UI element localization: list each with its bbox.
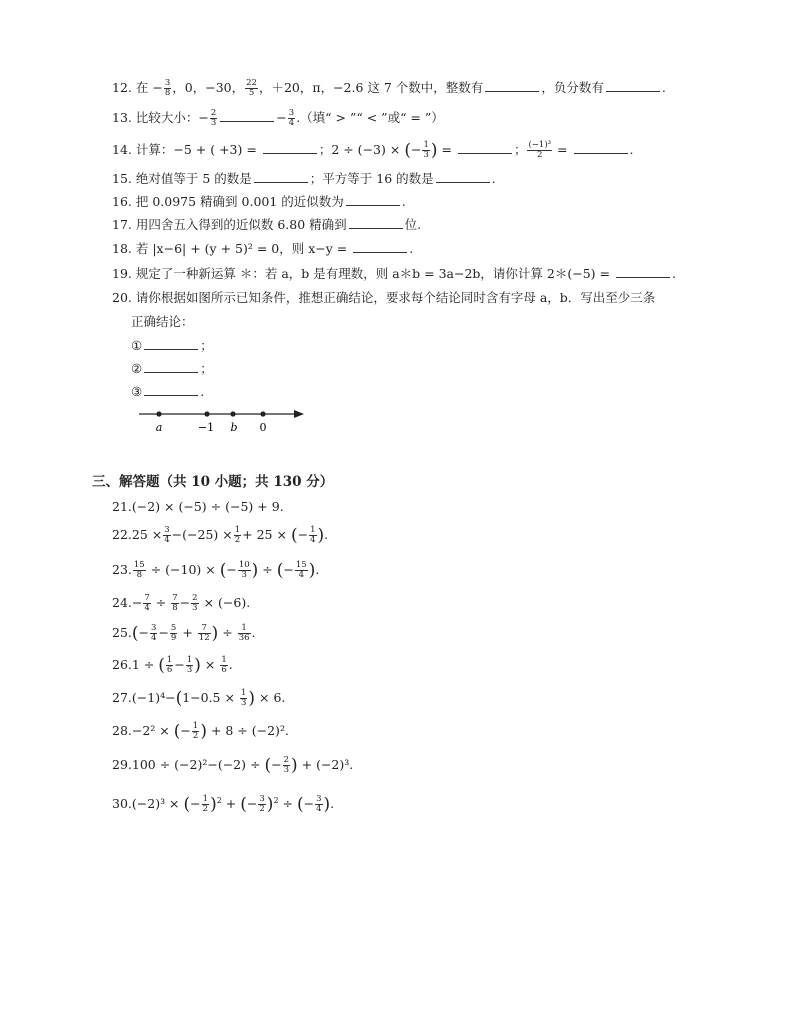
answer-blank[interactable]	[353, 240, 407, 253]
point-neg1	[204, 411, 209, 416]
fraction: $\frac{1}{6}$	[221, 655, 227, 675]
problem-23: 23. $\frac{15}{8}$ ÷ (−10) × (− $\frac{10}{3}$ ) ÷ (− $\frac{15}{4}$ ).	[112, 560, 320, 581]
fraction: $\frac{3}{2}$	[259, 794, 265, 815]
fraction: $\frac{3}{4}$	[316, 794, 322, 815]
problem-26: 26.1 ÷ ( $\frac{1}{6}$ − $\frac{1}{3}$ ) × $\frac{1}{6}$ .	[112, 655, 233, 676]
section-title: 三、解答题（共 10 小题；共 130 分）	[92, 474, 334, 490]
question-19: 19. 规定了一种新运算 ＊：若 a，b 是有理数，则 a＊b = 3a−2b，请你计算 2＊(−5) = .	[112, 266, 676, 281]
question-number: 25.	[112, 625, 132, 640]
fraction: $\frac{2}{3}$	[210, 108, 217, 128]
point-b	[230, 411, 235, 416]
question-15: 15. 绝对值等于 5 的数是 ；平方等于 16 的数是 .	[112, 171, 496, 186]
fraction: $\frac{\text{(−1)³}}{2}$	[528, 140, 552, 160]
question-number: 17.	[112, 217, 132, 232]
answer-blank[interactable]	[144, 337, 198, 350]
answer-blank[interactable]	[349, 216, 403, 229]
answer-blank[interactable]	[263, 141, 317, 154]
question-number: 18.	[112, 241, 132, 256]
question-number: 12.	[112, 80, 132, 95]
fraction: $\frac{3}{4}$	[164, 525, 170, 545]
conclusion-1: ① ；	[131, 338, 213, 353]
answer-blank[interactable]	[616, 265, 670, 278]
label-neg1: −1	[197, 421, 215, 434]
answer-blank[interactable]	[574, 141, 628, 154]
question-20: 20. 请你根据如图所示已知条件，推想正确结论，要求每个结论同时含有字母 a，b．写出至少三条	[112, 290, 656, 305]
question-17: 17. 用四舍五入得到的近似数 6.80 精确到 位.	[112, 217, 422, 232]
question-number: 22.	[112, 527, 132, 542]
question-number: 23.	[112, 562, 132, 577]
fraction: $\frac{15}{8}$	[133, 560, 145, 580]
fraction: $\frac{10}{3}$	[238, 560, 250, 580]
conclusion-2: ② ；	[131, 361, 213, 376]
question-16: 16. 把 0.0975 精确到 0.001 的近似数为 .	[112, 194, 406, 209]
question-number: 29.	[112, 757, 132, 772]
fraction: $\frac{1}{3}$	[423, 140, 429, 160]
fraction: $\frac{1}{2}$	[202, 794, 209, 815]
question-number: 19.	[112, 266, 132, 281]
answer-blank[interactable]	[458, 141, 512, 154]
fraction: $\frac{1}{2}$	[234, 525, 241, 545]
problem-24: 24.− $\frac{7}{4}$ ÷ $\frac{7}{8}$ − $\frac{2}{3}$ × (−6).	[112, 593, 251, 613]
fraction: $\frac{7}{4}$	[144, 593, 150, 613]
conclusion-3: ③ .	[131, 384, 205, 399]
fraction: $\frac{1}{3}$	[240, 688, 247, 708]
question-12: 12. 在 − $\frac{3}{8}$ ，0，−30， $\frac{22}{5}$ ，＋20，π，−2.6 这 7 个数中，整数有 ，负分数有 .	[112, 78, 666, 98]
question-number: 21.	[112, 499, 132, 514]
answer-blank[interactable]	[220, 109, 274, 122]
label-a: a	[155, 421, 163, 434]
question-18: 18. 若 |x−6| + (y + 5)² = 0，则 x−y = .	[112, 241, 414, 256]
problem-28: 28.−2² × (− $\frac{1}{2}$ ) + 8 ÷ (−2)².	[112, 721, 289, 742]
fraction: $\frac{5}{9}$	[170, 623, 177, 643]
fraction: $\frac{1}{6}$	[166, 655, 173, 675]
fraction: $\frac{3}{8}$	[164, 78, 171, 98]
label-b: b	[230, 421, 238, 434]
question-number: 24.	[112, 595, 132, 610]
problem-22: 22.25 × $\frac{3}{4}$ −(−25) × $\frac{1}{2}$ + 25 × (− $\frac{1}{4}$ ).	[112, 525, 329, 546]
question-number: 15.	[112, 171, 132, 186]
fraction: $\frac{7}{12}$	[198, 623, 210, 643]
problem-27: 27.(−1)⁴−(1−0.5 × $\frac{1}{3}$ ) × 6.	[112, 688, 286, 709]
fraction: $\frac{2}{3}$	[283, 755, 289, 775]
question-number: 27.	[112, 690, 132, 705]
fraction: $\frac{2}{3}$	[192, 593, 198, 613]
fraction: $\frac{3}{4}$	[151, 623, 157, 643]
answer-blank[interactable]	[485, 79, 539, 92]
fraction: $\frac{1}{2}$	[192, 721, 199, 741]
point-a	[156, 411, 161, 416]
fraction: $\frac{15}{4}$	[295, 560, 307, 580]
fraction: $\frac{1}{4}$	[310, 525, 316, 545]
fraction: $\frac{7}{8}$	[172, 593, 178, 613]
fraction: $\frac{1}{36}$	[238, 623, 250, 643]
question-number: 30.	[112, 796, 132, 812]
question-14: 14. 计算：−5 + ( +3) = ；2 ÷ (−3) × (− $\frac{1}{3}$ ) = ； $\frac{\text{(−1)³}}{2}$ = .	[112, 140, 634, 161]
question-20-line2: 正确结论：	[131, 314, 194, 329]
arrow-icon	[294, 410, 304, 418]
fraction: $\frac{22}{5}$	[246, 78, 257, 98]
question-13: 13. 比较大小：− $\frac{2}{3}$ − $\frac{3}{4}$ .（填“ > ”“ < ”或“ = ”）	[112, 108, 444, 128]
fraction: $\frac{3}{4}$	[288, 108, 295, 128]
question-number: 20.	[112, 290, 132, 305]
answer-blank[interactable]	[606, 79, 660, 92]
question-number: 26.	[112, 657, 132, 672]
question-number: 16.	[112, 194, 132, 209]
answer-blank[interactable]	[254, 170, 308, 183]
answer-blank[interactable]	[346, 193, 400, 206]
fraction: $\frac{1}{3}$	[186, 655, 193, 675]
answer-blank[interactable]	[144, 360, 198, 373]
label-zero: 0	[259, 421, 267, 434]
problem-25: 25.(− $\frac{3}{4}$ − $\frac{5}{9}$ + $\frac{7}{12}$ ) ÷ $\frac{1}{36}$ .	[112, 623, 256, 644]
question-number: 28.	[112, 723, 132, 738]
problem-30: 30.(−2)³ × (− $\frac{1}{2}$ )$^2$ + (− $\frac{3}{2}$ )$^2$ ÷ (− $\frac{3}{4}$ ).	[112, 794, 335, 815]
problem-21: 21.(−2) × (−5) ÷ (−5) + 9.	[112, 499, 284, 514]
problem-29: 29.100 ÷ (−2)²−(−2) ÷ (− $\frac{2}{3}$ ) + (−2)³.	[112, 755, 354, 776]
point-zero	[260, 411, 265, 416]
answer-blank[interactable]	[144, 383, 198, 396]
answer-blank[interactable]	[436, 170, 490, 183]
question-number: 14.	[112, 142, 132, 157]
number-line	[134, 404, 314, 438]
question-number: 13.	[112, 110, 132, 125]
